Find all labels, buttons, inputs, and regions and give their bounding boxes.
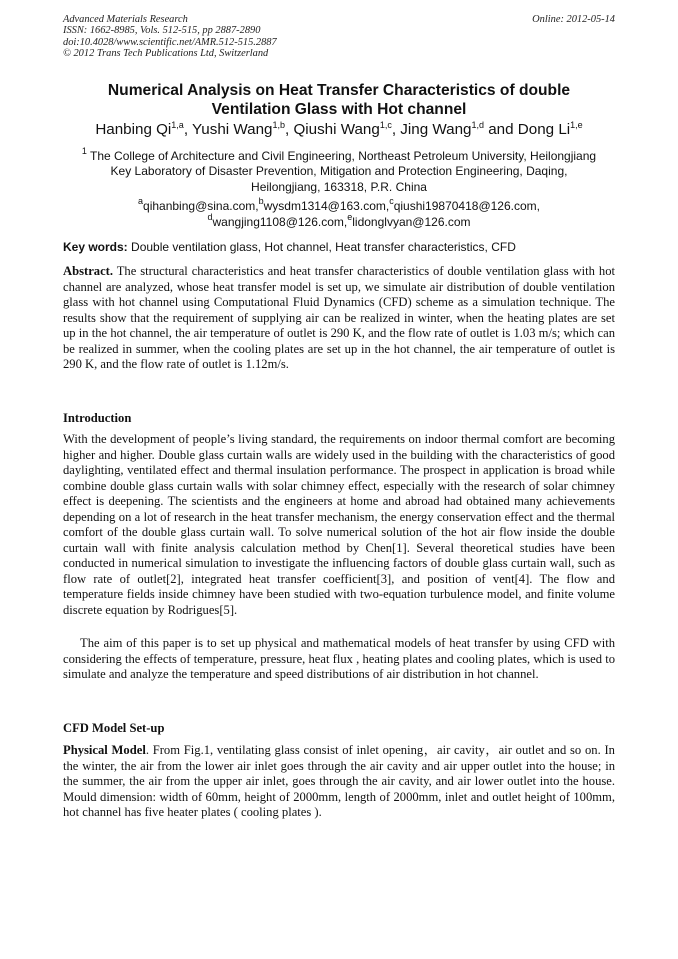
keywords-label: Key words: (63, 240, 128, 254)
keywords (63, 240, 615, 255)
abstract-label: Abstract. (63, 264, 114, 278)
email-a[interactable]: qihanbing@sina.com, (143, 199, 259, 213)
email-e[interactable]: lidonglvyan@126.com (352, 215, 471, 229)
author-list (40, 120, 638, 140)
doi-line: doi:10.4028/www.scientific.net/AMR.512-515.2887 (63, 36, 277, 48)
affiliation (63, 146, 615, 195)
affiliation-line-1: The College of Architecture and Civil Engineering, Northeast Petroleum University, Heilongjiang (90, 149, 597, 163)
author-separator: , (391, 121, 401, 138)
title-line-2: Ventilation Glass with Hot channel (211, 100, 467, 118)
author-superscript: 1,e (570, 120, 583, 130)
author-name: Dong Li (517, 121, 571, 138)
affiliation-line-2: Key Laboratory of Disaster Prevention, Mitigation and Protection Engineering, Daqing, (110, 164, 568, 179)
author-name: Qiushi Wang (293, 121, 380, 138)
introduction-heading: Introduction (63, 411, 132, 425)
author-superscript: 1,d (471, 120, 485, 130)
affiliation-superscript: 1 (81, 146, 87, 156)
online-date: Online: 2012-05-14 (532, 14, 615, 25)
author-separator: , (284, 121, 294, 138)
paper-title (70, 82, 608, 119)
physical-model-paragraph (63, 743, 615, 821)
author-superscript: 1,a (171, 120, 184, 130)
issn-line: ISSN: 1662-8985, Vols. 512-515, pp 2887-2890 (63, 25, 261, 37)
abstract-text: The structural characteristics and heat transfer characteristics of double ventilation glass with hot channel are analyzed, whose heat transfer model is set up, we simulate air distribution of double ventilation glass with hot channel using Computational Fluid Dynamics (CFD) scheme as a simulation technique. The results show that the requirement of supplying air can be realized in winter, when the heating plates are set up in the hot channel, the air temperature of outlet is 290 K, and the flow rate of outlet is 1.03 m/s; which can be realized in summer, when the cooling plates are set up in the hot channel, the air temperature of outlet is 290 K, and the flow rate of outlet is 1.12m/s. (63, 264, 615, 372)
author-name: Yushi Wang (191, 121, 273, 138)
email-b[interactable]: wysdm1314@163.com, (263, 199, 390, 213)
cfd-model-heading: CFD Model Set-up (63, 721, 165, 735)
affiliation-line-3: Heilongjiang, 163318, P.R. China (251, 179, 427, 194)
physical-model-label: Physical Model (63, 743, 146, 757)
author-separator: , (183, 121, 192, 138)
keywords-text: Double ventilation glass, Hot channel, Heat transfer characteristics, CFD (127, 240, 516, 254)
introduction-paragraph-1: With the development of people’s living standard, the requirements on indoor thermal comfort are becoming higher and higher. Double glass curtain walls are widely used in the building with the characteristics of good daylighting, ventilated effect and thermal insulation performance. The prospect in application is broad while combine double glass curtain walls with solar chimney effect, especially with the research of solar chimney effect is deepening. The scientists and the engineers at home and abroad had obtained many achievements depending on a lot of research in the heat transfer mechanism, the energy conservation effect and the thermal comfort of the double glass curtain wall. To solve numerical solution of the hot air flow inside the double curtain wall with finite analysis calculation method by Chen[1]. Several theoretical studies have been conducted in numerical simulation to investigate the influencing factors of double glass curtain wall, such as flow rate of outlet[2], integrated heat transfer coefficient[3], and position of vent[4]. The flow and temperature fields inside chimney have been studied with two-equation turbulence model, and finite volume discrete equation by Rodrigues[5]. (63, 432, 615, 618)
email-d[interactable]: wangjing1108@126.com, (212, 215, 348, 229)
author-name: Hanbing Qi (95, 121, 172, 138)
introduction-paragraph-2: The aim of this paper is to set up physical and mathematical models of heat transfer by using CFD with considering the effects of temperature, pressure, heat flux , heating plates and cooling plates, which is used to simulate and analyze the temperature and speed distributions of air distribution in hot channel. (63, 636, 615, 682)
author-superscript: 1,b (272, 120, 285, 130)
email-c[interactable]: qiushi19870418@126.com, (393, 199, 540, 213)
physical-model-text: . From Fig.1, ventilating glass consist of inlet opening，air cavity，air outlet and so on. In the winter, the air from the lower air inlet goes through the air cavity and air upper outlet into the house; in the summer, the air from the upper air inlet, goes through the air cavity, and air lower outlet into the house. Mould dimension: width of 60mm, height of 2000mm, length of 2000mm, inlet and outlet height of 100mm, hot channel has five heater plates ( cooling plates ). (63, 743, 615, 820)
author-separator: and (484, 121, 518, 138)
author-name: Jing Wang (400, 121, 472, 138)
journal-header (63, 14, 615, 59)
author-superscript: 1,c (379, 120, 392, 130)
title-line-1: Numerical Analysis on Heat Transfer Characteristics of double (107, 82, 571, 99)
author-emails: $^a$qihanbing@sina.com,$^b$wysdm1314@163.com,$^c$qiushi19870418@126.com, $^d$wangjing1108@126.com,$^e$lidonglvyan@126.com (138, 196, 540, 229)
journal-name: Advanced Materials Research (63, 14, 188, 25)
copyright-line: © 2012 Trans Tech Publications Ltd, Switzerland (63, 47, 269, 59)
abstract (63, 264, 615, 373)
